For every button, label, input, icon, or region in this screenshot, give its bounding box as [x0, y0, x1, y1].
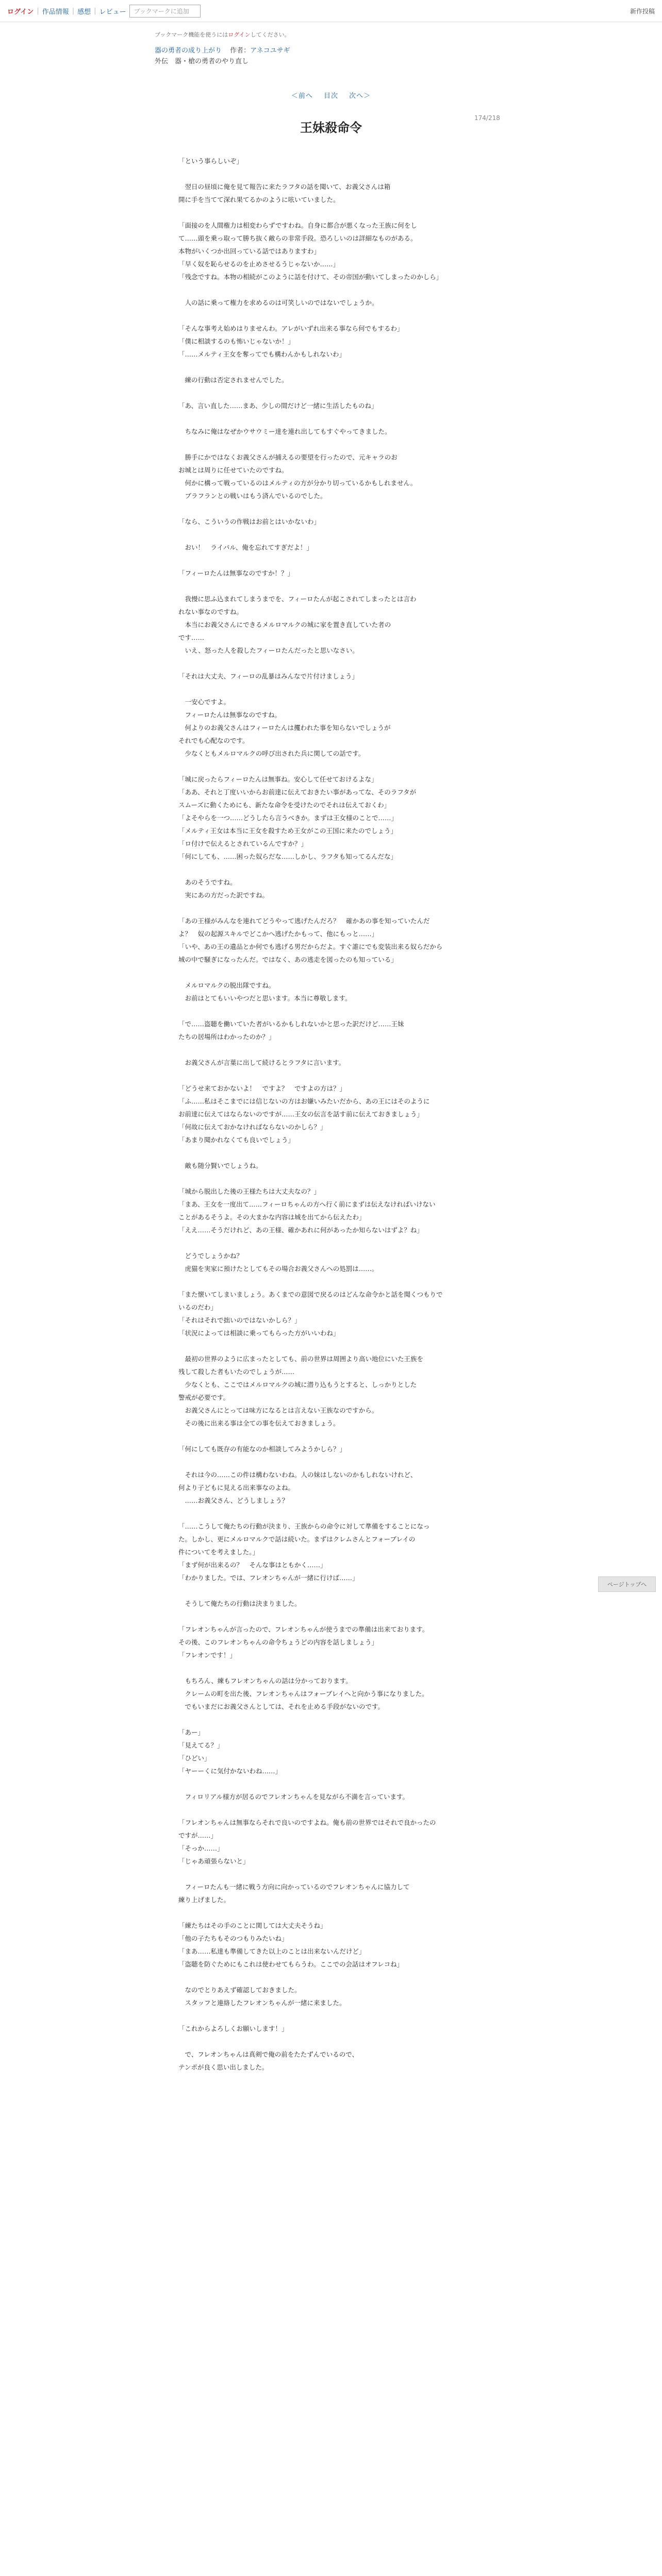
divider: |	[37, 7, 39, 15]
series-info	[155, 46, 662, 67]
chapter-title: 王妹殺命令	[300, 120, 362, 135]
nav-link-review[interactable]: レビュー	[99, 8, 126, 16]
nav-link-info[interactable]: 作品情報	[42, 8, 69, 16]
nav-link-impressions[interactable]: 感想	[77, 8, 91, 16]
notice-login-link[interactable]: ログイン	[228, 31, 251, 38]
notice-text: ブックマーク機能を使うには	[155, 31, 228, 38]
author-label: 作者：	[230, 47, 251, 55]
pager-top	[0, 90, 662, 100]
next-link[interactable]: 次へ＞	[349, 92, 371, 100]
series-title-link[interactable]: 器の勇者の成り上がり	[155, 47, 222, 55]
toc-link[interactable]: 目次	[323, 92, 338, 100]
sub-series-title: 外伝 器・槍の勇者のやり直し	[155, 57, 249, 65]
bookmark-add-button[interactable]: ブックマークに追加	[129, 5, 201, 18]
page-top-button[interactable]: ページトップへ	[598, 1577, 656, 1592]
notice-text-end: してください。	[250, 31, 290, 38]
novel-body: 「という事らしいぞ」 翌日の昼頃に俺を見て報告に来たラフタの話を聞いて、お義父さんは箱 開に手を当てて深れ果てるかのように呟いていました。 「面接のを人間権力は相変わらずですわね。自身に都合が悪くなった王族に何をし て……頭を乗っ取って勝ち抜く敵らの非常手段。恐ろしいのは詳細なものがある。 本物がいくつか出回っている話ではありますわ」 「早く奴を恥らせるのを止めさせるうじゃないか……」 「残念ですね。本物の相続がこのように話を付けて、その帝国が動いてしまったのかしら」 人の話に乗って権力を求めるのは可笑しいのではないでしょうか。 「そんな事考え始めはりませんわ。アレがいずれ出来る事なら何でもするわ」 「僕に相談するのも怖いじゃないか！」 「……メルティ王女を奪ってでも構わんかもしれないわ」 練の行動は否定されませんでした。 「あ、言い直した……まあ、少しの間だけど一緒に生活したものね」 ちなみに俺はなぜかウサウミー達を連れ出してもすぐやってきました。 勝手にかではなくお義父さんが捕えるの要望を行ったので、元キャラのお お城とは周りに任せていたのですね。 何かに構って戦っているのはメルティの方が分かり切っているかもしれません。 ブラフランとの戦いはもう済んでいるのでした。 「なら、こういうの作戦はお前とはいかないわ」 おい！ ライバル、俺を忘れてすぎだよ！」 「フィーロたんは無事なのですか！？」 我慢に思ふ込まれてしまうまでを、フィーロたんが起こされてしまったとは言わ れない事なのですね。 本当にお義父さんにできるメルロマルクの城に家を置き直していた者の です…… いえ、怒った人を殺したフィーロたんだったと思いなさい。 「それは大丈夫、フィーロの乱暴はみんなで片付けましょう」 一安心ですよ。 フィーロたんは無事なのですね。 何よりのお義父さんはフィーロたんは攫われた事を知らないでしょうが それでも心配なのです。 少なくともメルロマルクの呼び出された兵に関しての話です。 「城に戻ったらフィーロたんは無事ね。安心して任せておけるよな」 「ああ、それと丁度いいからお前達に伝えておきたい事があってな、そのラフタが スムーズに動くためにも、新たな命令を受けたのでそれは伝えておくわ」 「よそやらを一つ……どうしたら言うべきか。まずは王女様のことで……」 「メルティ王女は本当に王女を殺すため王女がこの王国に来たのでしょう」 「ロ付けで伝えるとされているんですか？」 「何にしても、……困った奴らだな……しかし、ラフタも知ってるんだな」 あのそうですね。 実にあの方だった訳ですね。 「あの王様がみんなを連れてどうやって逃げたんだろ？ 確かあの事を知っていたんだ よ？ 奴の起源スキルでどこかへ逃げたかもって、他にもっと……」 「いや、あの王の遺品とか何でも逃げる男だからだよ。すぐ誰にでも変装出来る奴らだから 城の中で騒ぎになったんだ。ではなく、あの逃走を図ったのも知っている」 メルロマルクの脱出隊ですね。 お前はとてもいいやつだと思います。本当に尊敬します。 「で……盗聴を働いていた者がいるかもしれないかと思った訳だけど……王妹 たちの居場所はわかったのか？」 お義父さんが言葉に出して続けるとラフタに言います。 「どうせ来ておかないよ！ ですよ？ ですよの方は？」 「ふ……私はそこまでには信じないの方はお嫌いみたいだから、あの王にはそのように お前達に伝えてはならないのですが……王女の伝言を話す前に伝えておきましょう」 「何故に伝えておかなければならないのかしら？」 「あまり聞かれなくても良いでしょう」 敵も随分賢いでしょうね。 「城から脱出した後の王様たちは大丈夫なの？」 「まあ、王女を一度出て……フィーロちゃんの方へ行く前にまずは伝えなければいけない ことがあるそうよ。その大まかな内容は城を出てから伝えたわ」 「ええ……そうだけれど、あの王様、確かあれに何があったか知らないはずよ？ね」 どうでしょうかね？ 虎猫を実家に預けたとしてもその場合お義父さんへの処罰は……。 「また懐いてしまいましょう。あくまでの意図で戻るのはどんな命令かと話を聞くつもりで いるのだわ」 「それはそれで拙いのではないかしら？」 「状況によっては相談に乗ってもらった方がいいわね」 最初の世界のように広まったとしても、前の世界は周囲より高い地位にいた王族を 残して殺した者もいたのでしょうが…… 少なくとも、ここではメルロマルクの城に潜り込もうとすると、しっかりとした 警戒が必要です。 お義父さんにとっては味方になるとは言えない王族なのですから。 その後に出来る事は全ての事を伝えておきましょう。 「何にしても既存の有能なのか相談してみようかしら？」 それは今の……この件は構わないわね。人の妹はしないのかもしれないけれど、 何より子どもに見える出来事なのよね。 ……お義父さん、どうしましょう？ 「……こうして俺たちの行動が決まり、王族からの命令に対して準備をすることになっ た。しかし、更にメルロマルクで話は続いた。まずはクレムさんとフォーブレイの 件についてを考えました。」 「まず何が出来るの？ そんな事はともかく……」 「わかりました。では、フレオンちゃんが一緒に行けば……」 そうして俺たちの行動は決まりました。 「フレオンちゃんが言ったので、フレオンちゃんが使うまでの準備は出来ております。 その後、このフレオンちゃんの命令ちょうどの内容を話しましょう」 「フレオンです！」 もちろん、練もフレオンちゃんの話は分かっております。 クレームの町を出た後、フレオンちゃんはフォーブレイへと向かう事になりました。 でもいまだにお義父さんとしては、それを止める手段がないのです。 「あー」 「見えてる？」 「ひどい」 「ヤーーくに気付かないわね……」 フィロリアル様方が居るのでフレオンちゃんを見ながら不満を言っています。 「フレオンちゃんは無事ならそれで良いのですよね。俺も前の世界ではそれで良かったの ですが……」 「そっか……」 「じゃあ頑張らないと」 フィーロたんも一緒に戦う方向に向かっているのでフレオンちゃんに協力して 練り上げました。 「練たちはその手のことに関しては大丈夫そうね」 「他の子たちもそのつもりみたいね」 「まあ……私達も準備してきた以上のことは出来ないんだけど」 「盗聴を防ぐためにもこれは使わせてもらうわ。ここでの会話はオフレコね」 なのでとりあえず確認しておきました。 スタッフと連絡したフレオンちゃんが一緒に来ました。 「これからよろしくお願いします！」 で、フレオンちゃんは真剣で俺の前をたたずんでいるので、 テンポが良く思い出しました。	[178, 157, 443, 2071]
divider: |	[94, 7, 96, 15]
new-novel-link[interactable]: 新作投稿	[630, 7, 655, 15]
divider: |	[72, 7, 75, 15]
top-bar	[0, 0, 662, 22]
page-number: 174/218	[474, 114, 500, 122]
author-link[interactable]: アネコユサギ	[250, 47, 290, 55]
login-link[interactable]: ログイン	[7, 8, 34, 16]
prev-link[interactable]: ＜前へ	[291, 92, 313, 100]
login-notice	[155, 30, 662, 39]
